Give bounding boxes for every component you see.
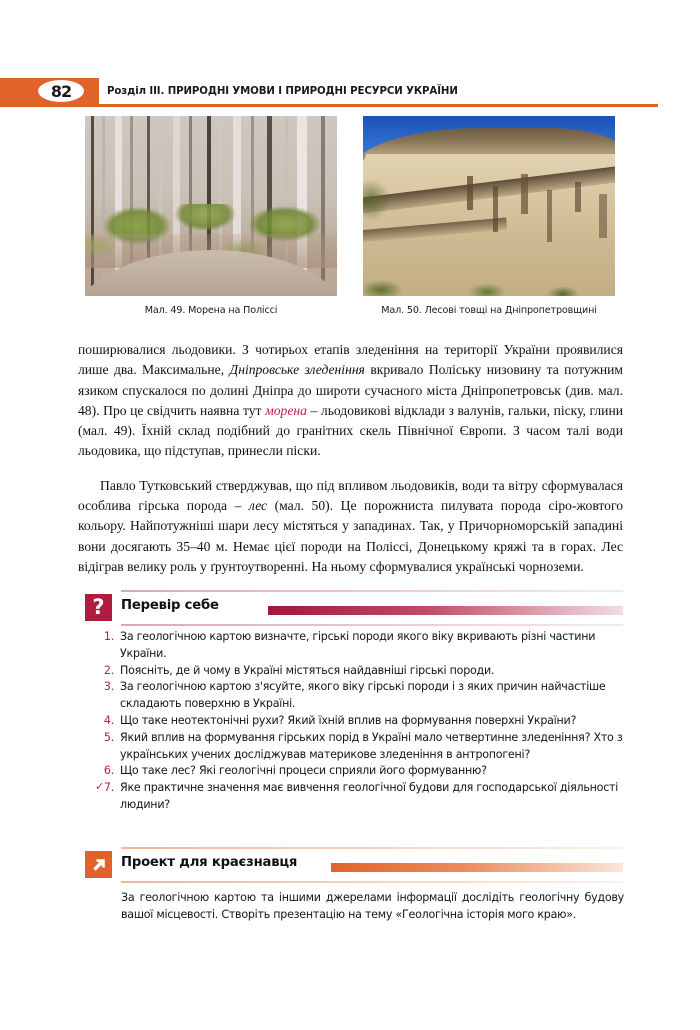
question-mark-glyph: ? xyxy=(92,594,105,619)
diagonal-arrow-glyph xyxy=(90,856,108,874)
running-head-title-box xyxy=(99,78,658,104)
diagonal-arrow-icon xyxy=(85,851,112,878)
question-item-7 xyxy=(97,780,625,814)
paragraph-1-text-a: поширювалися льодовики. З чотирьох етапів зледеніння на території України проявилися лише два. Максимальне, xyxy=(78,342,623,378)
photo-morena-polissia xyxy=(85,116,337,296)
paragraph-1-text-c: – льодовикові відклади з валунів, гальки, піску, глини (мал. 49). Їхній склад подібний до гранітних скель Північної Європи. З часом талі води льодовика, що підступав, принесли піски. xyxy=(78,402,624,459)
paragraph-1-text-b: вкривало Поліську низовину та потужним язиком спускалося по долині Дніпра до широти сучасного міста Дніпропетровськ (див. мал. 48). Про це свідчить наявна тут xyxy=(78,362,623,418)
project-gradient-bar xyxy=(331,863,623,872)
question-number-1: 1. xyxy=(103,630,114,643)
question-text-3: За геологічною картою з'ясуйте, якого віку гірські породи і з яких причин найчастіше складають поверхню в Україні. xyxy=(120,680,606,711)
question-item-2 xyxy=(97,663,625,680)
project-title: Проект для краєзнавця xyxy=(121,855,298,870)
question-number-2: 2. xyxy=(103,663,114,677)
question-text-4: Що таке неотектонічні рухи? Який їхній вплив на формування поверхні України? xyxy=(120,713,577,727)
left-vegetation xyxy=(363,174,409,228)
question-text-2: Поясніть, де й чому в Україні містяться найдавніші гірські породи. xyxy=(120,663,495,677)
checkmark-icon: ✓ xyxy=(95,780,104,794)
project-rule-top xyxy=(121,847,623,849)
question-number-7 xyxy=(97,780,120,797)
paragraph-1 xyxy=(78,340,623,462)
question-item-4 xyxy=(97,713,625,730)
term-morena: морена xyxy=(265,402,307,418)
bottom-vegetation xyxy=(363,262,615,296)
question-number-3: 3. xyxy=(103,680,114,694)
question-number-7-label: 7. xyxy=(103,781,114,795)
question-item-5 xyxy=(97,730,625,764)
check-yourself-header xyxy=(85,594,623,622)
figure-49-caption: Мал. 49. Морена на Поліссі xyxy=(144,305,278,316)
check-gradient-bar xyxy=(268,606,623,615)
question-item-1 xyxy=(97,629,625,663)
figure-50-caption: Мал. 50. Лесові товщі на Дніпропетровщині xyxy=(381,305,597,316)
question-text-6: Що таке лес? Які геологічні процеси сприяли його формуванню? xyxy=(120,764,487,778)
check-rule-top xyxy=(121,590,623,592)
question-item-6 xyxy=(97,763,625,780)
question-list xyxy=(97,629,625,814)
check-rule-bottom xyxy=(121,624,623,626)
check-yourself-title: Перевір себе xyxy=(121,598,219,613)
question-number-5: 5. xyxy=(103,730,114,744)
question-number-4: 4. xyxy=(103,713,114,727)
figure-49 xyxy=(85,116,337,316)
page-number: 82 xyxy=(38,80,84,102)
term-les: лес xyxy=(248,498,268,514)
photo-loess-dnipropetrovshchyna xyxy=(363,116,615,296)
figure-50 xyxy=(363,116,615,316)
project-rule-bottom xyxy=(121,881,623,883)
question-text-1: За геологічною картою визначте, гірські породи якого віку вкривають різні частини України. xyxy=(120,630,596,660)
paragraph-2-text-a: Павло Тутковський стверджував, що під впливом льодовиків, води та вітру сформувалася особлива гірська порода – xyxy=(78,477,623,514)
running-head-title: Розділ III. ПРИРОДНІ УМОВИ І ПРИРОДНІ РЕСУРСИ УКРАЇНИ xyxy=(107,85,458,97)
question-mark-icon xyxy=(85,594,112,621)
question-number-6: 6. xyxy=(103,764,114,778)
question-text-5: Який вплив на формування гірських порід в Україні мало четвертинне зледеніння? Хто з українських учених досліджував материкове зледеніння в антропогені? xyxy=(120,730,623,761)
project-header xyxy=(85,851,623,879)
paragraph-2-text-b: (мал. 50). Це порожниста пилувата порода сіро-жовтого кольору. Найпотужніші шари лесу містяться у западинах. Так, у Причорноморській западині вони досягають 35–40 м. Немає цієї породи на Поліссі, Донецькому кряжі та в горах. Лес відіграв велику роль у ґрунтоутворенні. На ньому сформувалися українські чорноземи. xyxy=(78,498,623,574)
paragraph-1-italic-a: Дніпровське зледеніння xyxy=(229,362,365,378)
figure-row xyxy=(85,116,615,316)
project-task-text: За геологічною картою та іншими джерелами інформації дослідіть геологічну будову вашої місцевості. Створіть презентацію на тему «Геологічна історія мого краю». xyxy=(121,891,624,922)
question-item-3 xyxy=(97,679,625,713)
paragraph-2 xyxy=(78,476,623,577)
question-text-7: Яке практичне значення має вивчення геологічної будови для господарської діяльності людини? xyxy=(120,781,619,811)
body-text xyxy=(78,340,623,577)
